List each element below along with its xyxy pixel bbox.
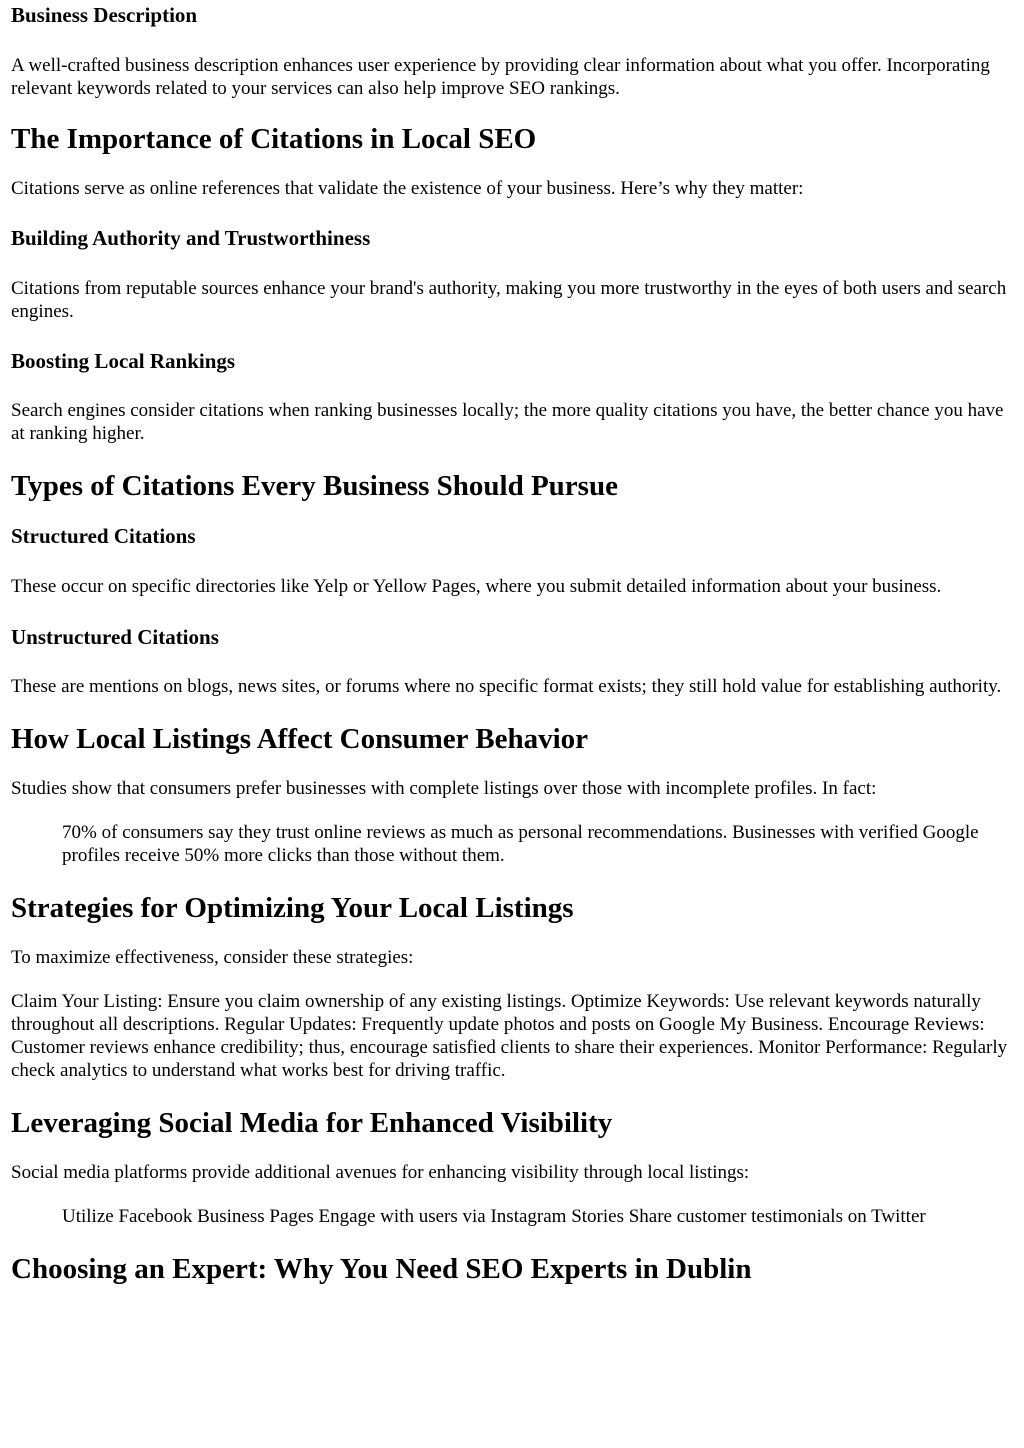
strategies-paragraph: Claim Your Listing: Ensure you claim ownership of any existing listings. Optimize Keywords: Use relevant keywords naturally throughout all descriptions. Regular Updates: Frequently update photos and posts on Google My Business. Encourage Reviews: Customer reviews enhance credibility; thus, encourage satisfied clients to share their experiences. Monitor Performance: Regularly check analytics to understand what works best for driving traffic. (11, 991, 1008, 1081)
unstructured-citations-heading: Unstructured Citations (11, 625, 219, 649)
citation-types-heading: Types of Citations Every Business Should Pursue (11, 470, 618, 502)
social-media-quote: Utilize Facebook Business Pages Engage with users via Instagram Stories Share customer testimonials on Twitter (62, 1206, 926, 1227)
authority-heading: Building Authority and Trustworthiness (11, 226, 371, 250)
consumer-stats-quote: 70% of consumers say they trust online reviews as much as personal recommendations. Businesses with verified Google profiles receive 50% more clicks than those without them. (62, 822, 979, 866)
citations-importance-intro: Citations serve as online references that validate the existence of your business. Here’s why they matter: (11, 178, 804, 199)
structured-citations-paragraph: These occur on specific directories like Yelp or Yellow Pages, where you submit detailed information about your business. (11, 576, 942, 597)
business-description-paragraph: A well-crafted business description enhances user experience by providing clear information about what you offer. Incorporating relevant keywords related to your services can also help improve SEO rankings. (11, 55, 990, 99)
consumer-behavior-intro: Studies show that consumers prefer businesses with complete listings over those with incomplete profiles. In fact: (11, 778, 877, 799)
rankings-heading: Boosting Local Rankings (11, 349, 236, 373)
strategies-intro: To maximize effectiveness, consider these strategies: (11, 947, 414, 968)
citations-importance-heading: The Importance of Citations in Local SEO (11, 123, 537, 155)
social-media-intro: Social media platforms provide additional avenues for enhancing visibility through local listings: (11, 1162, 750, 1183)
expert-heading: Choosing an Expert: Why You Need SEO Experts in Dublin (11, 1253, 752, 1285)
article (0, 2, 1024, 1287)
consumer-behavior-heading: How Local Listings Affect Consumer Behavior (11, 723, 589, 755)
strategies-heading: Strategies for Optimizing Your Local Listings (11, 892, 574, 924)
social-media-heading: Leveraging Social Media for Enhanced Visibility (11, 1107, 613, 1139)
unstructured-citations-paragraph: These are mentions on blogs, news sites, or forums where no specific format exists; they still hold value for establishing authority. (11, 676, 1002, 697)
structured-citations-heading: Structured Citations (11, 524, 196, 548)
business-description-heading: Business Description (11, 3, 198, 27)
authority-paragraph: Citations from reputable sources enhance your brand's authority, making you more trustworthy in the eyes of both users and search engines. (11, 278, 1007, 322)
rankings-paragraph: Search engines consider citations when ranking businesses locally; the more quality citations you have, the better chance you have at ranking higher. (11, 400, 1004, 444)
